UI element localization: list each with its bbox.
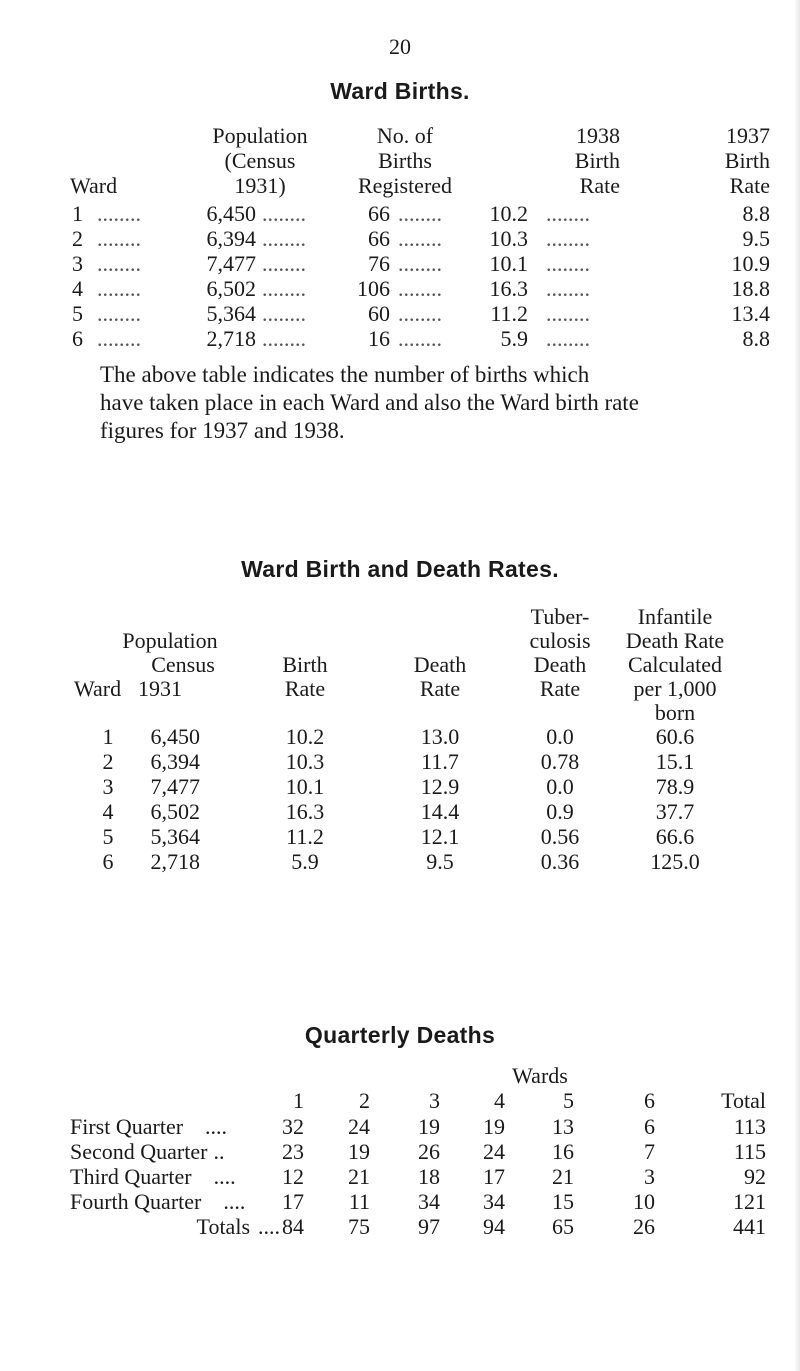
dot-leader: ........ <box>398 326 442 351</box>
cell-ward-5: 13 <box>552 1114 574 1139</box>
cell-population: 6,394 <box>150 749 200 774</box>
cell-population: 6,450 <box>206 201 256 226</box>
cell-ward-1: 32 <box>282 1114 304 1139</box>
cell-birth-rate: 10.3 <box>285 749 325 774</box>
column-header-ward-1: 1 <box>293 1088 304 1113</box>
cell-total: 121 <box>733 1189 766 1214</box>
column-header-tuberculosis: culosis <box>529 628 591 653</box>
column-header-rate-1938: Birth <box>574 148 620 173</box>
column-header-infantile: born <box>654 700 696 725</box>
column-header-tuberculosis: Death <box>533 652 587 677</box>
cell-ward-6: 7 <box>644 1139 655 1164</box>
cell-rate-1938: 10.1 <box>489 251 528 276</box>
cell-tuberculosis-rate: 0.0 <box>546 724 574 749</box>
cell-ward-3: 18 <box>418 1164 440 1189</box>
cell-infantile-rate: 37.7 <box>655 799 695 824</box>
cell-ward: 3 <box>72 251 83 276</box>
cell-births: 66 <box>368 226 390 251</box>
cell-ward: 2 <box>102 749 114 774</box>
column-header-tuberculosis: Rate <box>539 676 581 701</box>
cell-ward: 5 <box>102 824 114 849</box>
page-edge-shadow <box>794 0 800 1371</box>
column-header-infantile: Calculated <box>627 652 723 677</box>
quarter-label <box>70 1164 236 1190</box>
cell-births: 60 <box>368 301 390 326</box>
column-header-ward-2: 2 <box>359 1088 370 1113</box>
cell-population: 2,718 <box>206 326 256 351</box>
cell-death-rate: 14.4 <box>420 799 460 824</box>
dot-leader: ........ <box>398 301 442 326</box>
column-header-ward-6: 6 <box>644 1088 655 1113</box>
cell-rate-1938: 5.9 <box>500 326 528 351</box>
quarterly-deaths-title: Quarterly Deaths <box>304 1022 496 1048</box>
column-header-rate-1937: 1937 <box>726 123 770 148</box>
cell-population: 2,718 <box>150 849 200 874</box>
cell-ward-1: 12 <box>282 1164 304 1189</box>
cell-ward-1: 23 <box>282 1139 304 1164</box>
cell-ward-3: 34 <box>418 1189 440 1214</box>
cell-ward-6: 3 <box>644 1164 655 1189</box>
column-header-population: 1931 <box>138 676 182 701</box>
dot-leader: .... <box>213 1164 236 1189</box>
cell-ward: 4 <box>102 799 114 824</box>
cell-rate-1937: 10.9 <box>731 251 770 276</box>
cell-population: 5,364 <box>206 301 256 326</box>
cell-population: 6,450 <box>150 724 200 749</box>
cell-ward-2: 21 <box>348 1164 370 1189</box>
cell-population: 6,502 <box>206 276 256 301</box>
column-header-ward-7: Total <box>721 1088 766 1113</box>
column-header-infantile: Death Rate <box>625 628 725 653</box>
cell-total: 115 <box>733 1139 766 1164</box>
column-header-rate-1937: Birth <box>724 148 770 173</box>
cell-ward-6: 10 <box>633 1189 655 1214</box>
cell-ward: 5 <box>72 301 83 326</box>
cell-death-rate: 12.1 <box>420 824 460 849</box>
column-header-rate-1937: Rate <box>729 173 770 198</box>
cell-ward: 1 <box>102 724 114 749</box>
cell-ward-5: 15 <box>552 1189 574 1214</box>
column-header-ward-5: 5 <box>563 1088 574 1113</box>
dot-leader: ........ <box>262 226 306 251</box>
dot-leader: ........ <box>398 201 442 226</box>
cell-rate-1938: 16.3 <box>489 276 528 301</box>
column-header-rate-1938: Rate <box>579 173 620 198</box>
row-label-text: Totals <box>196 1214 250 1239</box>
dot-leader: .. <box>213 1139 225 1164</box>
cell-ward-6: 26 <box>633 1214 655 1239</box>
cell-total: 113 <box>733 1114 766 1139</box>
cell-rate-1937: 9.5 <box>742 226 770 251</box>
cell-ward-4: 94 <box>483 1214 505 1239</box>
cell-total: 92 <box>744 1164 766 1189</box>
cell-ward-4: 17 <box>483 1164 505 1189</box>
dot-leader: ........ <box>262 301 306 326</box>
cell-ward: 1 <box>72 201 83 226</box>
quarter-label <box>70 1139 224 1165</box>
totals-label <box>110 1214 280 1240</box>
dot-leader: ........ <box>97 301 141 326</box>
birth-death-rates-title: Ward Birth and Death Rates. <box>241 556 559 582</box>
quarter-label <box>70 1189 245 1215</box>
column-header-birth-rate: Rate <box>284 676 326 701</box>
column-header-population: Population <box>212 123 308 148</box>
dot-leader: ........ <box>546 301 590 326</box>
dot-leader: ........ <box>546 226 590 251</box>
cell-population: 5,364 <box>150 824 200 849</box>
cell-rate-1938: 10.2 <box>489 201 528 226</box>
cell-ward-4: 34 <box>483 1189 505 1214</box>
cell-births: 16 <box>368 326 390 351</box>
cell-rate-1937: 8.8 <box>742 201 770 226</box>
cell-tuberculosis-rate: 0.78 <box>540 749 580 774</box>
column-header-ward: Ward <box>70 173 118 198</box>
cell-population: 7,477 <box>150 774 200 799</box>
cell-ward-5: 65 <box>552 1214 574 1239</box>
cell-birth-rate: 11.2 <box>286 824 324 849</box>
dot-leader: ........ <box>398 226 442 251</box>
dot-leader: ........ <box>97 226 141 251</box>
cell-birth-rate: 10.2 <box>285 724 325 749</box>
cell-ward-3: 19 <box>418 1114 440 1139</box>
dot-leader: .... <box>223 1189 246 1214</box>
column-header-birth-rate: Birth <box>282 652 328 677</box>
row-label-text: Third Quarter <box>70 1164 192 1189</box>
cell-tuberculosis-rate: 0.0 <box>546 774 574 799</box>
dot-leader: ........ <box>546 276 590 301</box>
cell-population: 7,477 <box>206 251 256 276</box>
cell-tuberculosis-rate: 0.36 <box>540 849 580 874</box>
cell-infantile-rate: 15.1 <box>655 749 695 774</box>
cell-ward: 6 <box>102 849 114 874</box>
dot-leader: ........ <box>398 276 442 301</box>
cell-rate-1937: 8.8 <box>742 326 770 351</box>
row-label-text: First Quarter <box>70 1114 184 1139</box>
dot-leader: ........ <box>262 251 306 276</box>
column-header-births: No. of <box>376 123 434 148</box>
cell-tuberculosis-rate: 0.56 <box>540 824 580 849</box>
cell-death-rate: 13.0 <box>420 724 460 749</box>
dot-leader: ........ <box>546 201 590 226</box>
cell-ward-2: 19 <box>348 1139 370 1164</box>
cell-ward-5: 21 <box>552 1164 574 1189</box>
cell-ward: 2 <box>72 226 83 251</box>
cell-death-rate: 12.9 <box>420 774 460 799</box>
cell-ward-2: 75 <box>348 1214 370 1239</box>
cell-infantile-rate: 125.0 <box>650 849 700 874</box>
cell-births: 66 <box>368 201 390 226</box>
cell-infantile-rate: 66.6 <box>655 824 695 849</box>
cell-infantile-rate: 78.9 <box>655 774 695 799</box>
cell-rate-1938: 11.2 <box>490 301 528 326</box>
cell-infantile-rate: 60.6 <box>655 724 695 749</box>
cell-ward-3: 26 <box>418 1139 440 1164</box>
cell-ward-2: 11 <box>348 1189 370 1214</box>
row-label-text: Fourth Quarter <box>70 1189 202 1214</box>
row-label-text: Second Quarter <box>70 1139 208 1164</box>
dot-leader: ........ <box>262 201 306 226</box>
ward-births-title: Ward Births. <box>330 78 470 104</box>
dot-leader: ........ <box>546 326 590 351</box>
cell-births: 106 <box>357 276 390 301</box>
column-header-population: Population <box>122 628 218 653</box>
cell-ward-1: 84 <box>282 1214 304 1239</box>
cell-rate-1937: 13.4 <box>731 301 770 326</box>
dot-leader: ........ <box>398 251 442 276</box>
dot-leader: ........ <box>546 251 590 276</box>
cell-tuberculosis-rate: 0.9 <box>546 799 574 824</box>
cell-ward-4: 24 <box>483 1139 505 1164</box>
dot-leader: ........ <box>262 276 306 301</box>
cell-total: 441 <box>733 1214 766 1239</box>
column-header-tuberculosis: Tuber- <box>530 604 590 629</box>
dot-leader: .... <box>205 1114 228 1139</box>
cell-death-rate: 9.5 <box>426 849 454 874</box>
column-header-births: Births <box>378 148 432 173</box>
cell-ward-2: 24 <box>348 1114 370 1139</box>
dot-leader: ........ <box>262 326 306 351</box>
quarter-label <box>70 1114 227 1140</box>
cell-ward-5: 16 <box>552 1139 574 1164</box>
cell-ward-1: 17 <box>282 1189 304 1214</box>
column-header-births: Registered <box>357 173 453 198</box>
cell-rate-1938: 10.3 <box>489 226 528 251</box>
cell-ward-4: 19 <box>483 1114 505 1139</box>
column-header-infantile: Infantile <box>637 604 713 629</box>
paragraph-line: figures for 1937 and 1938. <box>100 418 345 443</box>
column-header-population: 1931) <box>234 173 286 198</box>
dot-leader: ........ <box>97 326 141 351</box>
cell-population: 6,394 <box>206 226 256 251</box>
page-number: 20 <box>389 34 411 59</box>
dot-leader: ........ <box>97 201 141 226</box>
column-header-population: Census <box>151 652 215 677</box>
cell-ward: 4 <box>72 276 83 301</box>
cell-birth-rate: 5.9 <box>291 849 319 874</box>
column-header-ward-4: 4 <box>494 1088 505 1113</box>
column-header-death-rate: Rate <box>419 676 461 701</box>
dot-leader: ........ <box>97 276 141 301</box>
dot-leader: ........ <box>97 251 141 276</box>
wards-label: Wards <box>512 1063 568 1088</box>
column-header-rate-1938: 1938 <box>576 123 620 148</box>
paragraph-line: The above table indicates the number of births which <box>100 362 590 387</box>
column-header-ward-3: 3 <box>429 1088 440 1113</box>
column-header-infantile: per 1,000 <box>633 676 717 701</box>
cell-ward-6: 6 <box>644 1114 655 1139</box>
cell-ward: 3 <box>102 774 114 799</box>
cell-birth-rate: 16.3 <box>285 799 325 824</box>
cell-ward: 6 <box>72 326 83 351</box>
cell-births: 76 <box>368 251 390 276</box>
cell-population: 6,502 <box>150 799 200 824</box>
column-header-ward: Ward <box>74 676 122 701</box>
cell-birth-rate: 10.1 <box>285 774 325 799</box>
paragraph-line: have taken place in each Ward and also the Ward birth rate <box>100 390 639 415</box>
cell-death-rate: 11.7 <box>421 749 459 774</box>
column-header-population: (Census <box>224 148 296 173</box>
cell-rate-1937: 18.8 <box>731 276 770 301</box>
dot-leader: .... <box>258 1214 280 1239</box>
column-header-death-rate: Death <box>413 652 467 677</box>
cell-ward-3: 97 <box>418 1214 440 1239</box>
